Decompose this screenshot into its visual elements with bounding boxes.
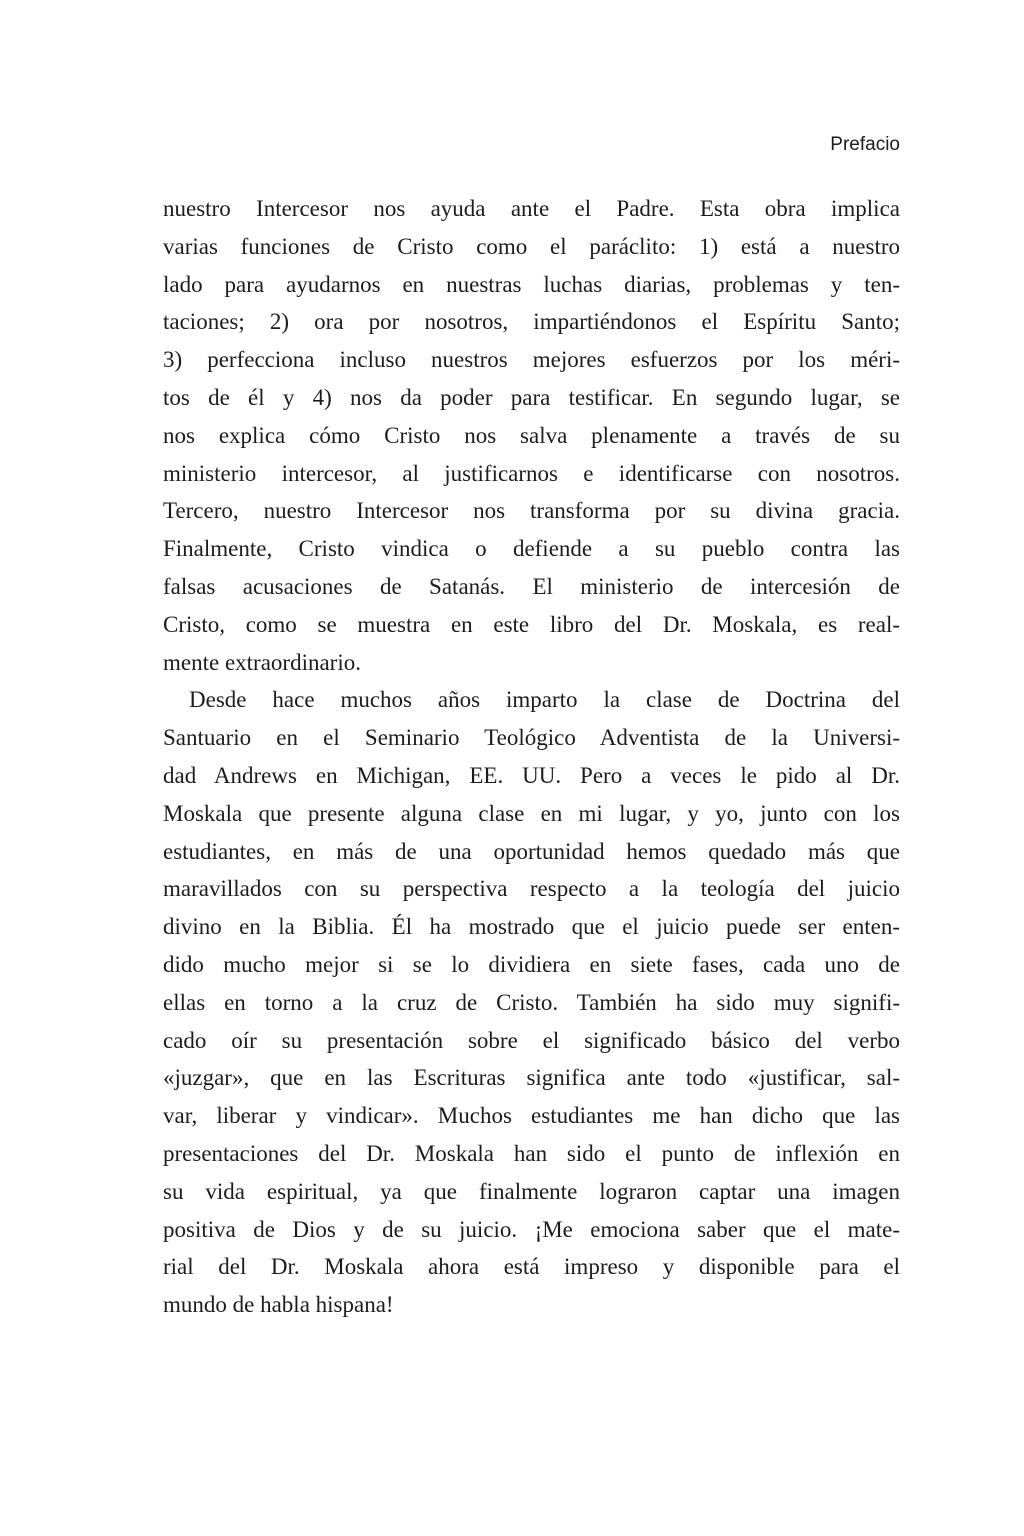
text-line: dad Andrews en Michigan, EE. UU. Pero a veces le pido al Dr.: [163, 762, 900, 788]
paragraph: [163, 190, 900, 681]
text-line: estudiantes, en más de una oportunidad hemos quedado más que: [163, 838, 900, 864]
text-line: varias funciones de Cristo como el paráclito: 1) está a nuestro: [163, 233, 900, 259]
text-line: 3) perfecciona incluso nuestros mejores esfuerzos por los méri-: [163, 347, 900, 373]
text-line: var, liberar y vindicar». Muchos estudiantes me han dicho que las: [163, 1103, 900, 1129]
text-line: Moskala que presente alguna clase en mi lugar, y yo, junto con los: [163, 800, 900, 826]
paragraph: [163, 681, 900, 1324]
text-line: maravillados con su perspectiva respecto a la teología del juicio: [163, 876, 900, 902]
text-line: tos de él y 4) nos da poder para testificar. En segundo lugar, se: [163, 384, 900, 410]
text-line: nuestro Intercesor nos ayuda ante el Padre. Esta obra implica: [163, 196, 900, 221]
text-line: rial del Dr. Moskala ahora está impreso y disponible para el: [163, 1254, 900, 1280]
text-line: ellas en torno a la cruz de Cristo. También ha sido muy signifi-: [163, 989, 900, 1015]
text-line: Desde hace muchos años imparto la clase de Doctrina del: [189, 687, 900, 713]
text-line: presentaciones del Dr. Moskala han sido el punto de inflexión en: [163, 1140, 900, 1166]
page-body: [163, 190, 900, 1324]
text-line: nos explica cómo Cristo nos salva plenamente a través de su: [163, 422, 900, 448]
text-line: mundo de habla hispana!: [163, 1292, 394, 1318]
text-line: ministerio intercesor, al justificarnos e identificarse con nosotros.: [163, 460, 900, 486]
text-line: cado oír su presentación sobre el significado básico del verbo: [163, 1027, 900, 1053]
text-line: positiva de Dios y de su juicio. ¡Me emociona saber que el mate-: [163, 1216, 900, 1242]
text-line: falsas acusaciones de Satanás. El ministerio de intercesión de: [163, 573, 900, 599]
text-line: lado para ayudarnos en nuestras luchas diarias, problemas y ten-: [163, 271, 900, 297]
text-line: Finalmente, Cristo vindica o defiende a su pueblo contra las: [163, 536, 900, 562]
text-line: mente extraordinario.: [163, 649, 361, 675]
text-line: Tercero, nuestro Intercesor nos transforma por su divina gracia.: [163, 498, 900, 524]
text-line: divino en la Biblia. Él ha mostrado que el juicio puede ser enten-: [163, 914, 900, 940]
text-line: Cristo, como se muestra en este libro del Dr. Moskala, es real-: [163, 611, 900, 637]
text-line: dido mucho mejor si se lo dividiera en siete fases, cada uno de: [163, 951, 900, 977]
text-line: taciones; 2) ora por nosotros, impartiéndonos el Espíritu Santo;: [163, 309, 900, 335]
text-line: «juzgar», que en las Escrituras significa ante todo «justificar, sal-: [163, 1065, 900, 1091]
text-line: Santuario en el Seminario Teológico Adventista de la Universi-: [163, 725, 900, 751]
text-line: su vida espiritual, ya que finalmente lograron captar una imagen: [163, 1178, 900, 1204]
running-header: Prefacio: [830, 134, 900, 155]
